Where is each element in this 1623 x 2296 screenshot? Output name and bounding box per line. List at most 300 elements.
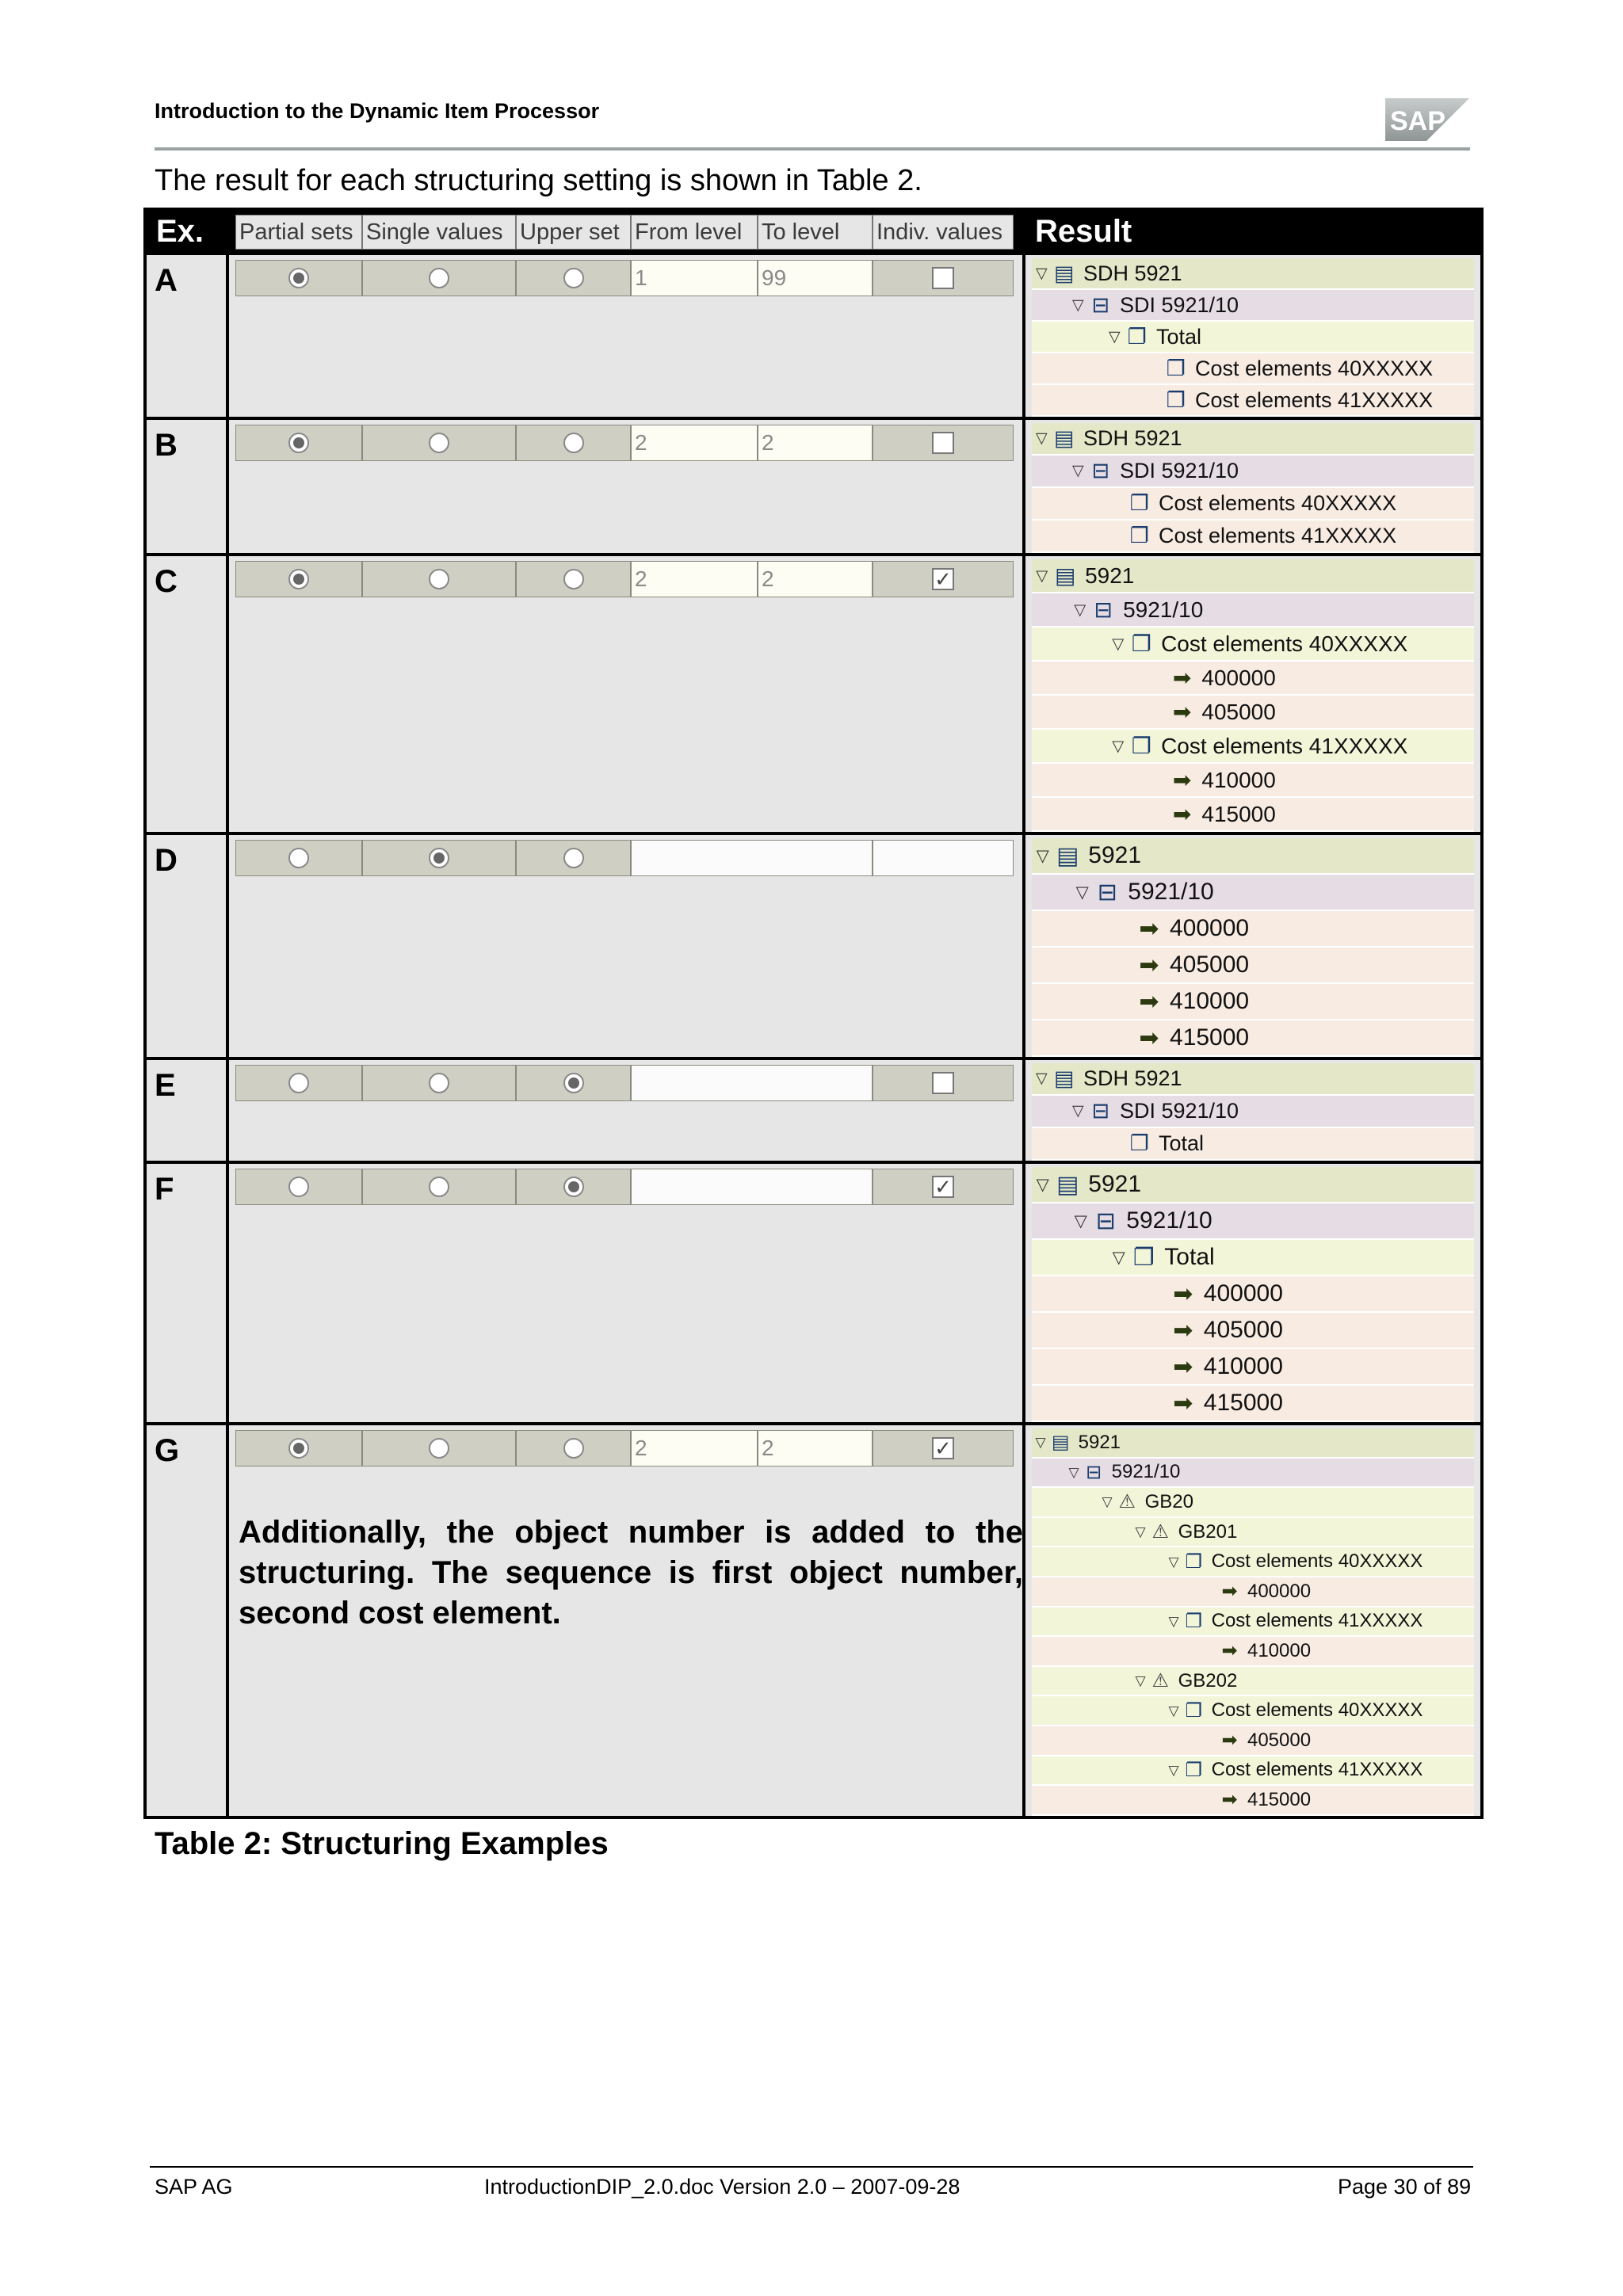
warning-icon: ⚠ xyxy=(1118,1491,1136,1513)
from-level-field[interactable]: 1 xyxy=(631,260,758,296)
tree-node[interactable] xyxy=(1032,1167,1474,1203)
column-header: From level xyxy=(631,215,758,250)
tree-node-label: 5921/10 xyxy=(1128,879,1214,905)
tree-node-label: Cost elements 41XXXXX xyxy=(1158,524,1397,547)
tree-node-label: 5921/10 xyxy=(1126,1207,1212,1234)
expand-toggle[interactable]: ▽ xyxy=(1036,1070,1048,1087)
folder-icon: ▤ xyxy=(1054,426,1075,450)
tree-node-label: GB202 xyxy=(1178,1669,1238,1691)
from-level-field[interactable]: 2 xyxy=(631,561,758,597)
row-note: Additionally, the object number is added to the structuring. The sequence is first object number, second cost element. xyxy=(239,1515,1023,1630)
arrow-icon: ➡ xyxy=(1172,666,1192,690)
tree-node[interactable] xyxy=(1032,1608,1474,1638)
table-row xyxy=(145,833,1482,1058)
indiv-values-cell xyxy=(873,561,1014,597)
expand-toggle[interactable]: ▽ xyxy=(1112,737,1125,755)
tree-node-label: 415000 xyxy=(1201,801,1276,826)
radio-upper[interactable] xyxy=(563,1177,584,1197)
tree-node[interactable] xyxy=(1032,1203,1474,1240)
tree-node-label: Cost elements 40XXXXX xyxy=(1211,1699,1423,1722)
tree-node[interactable] xyxy=(1032,488,1474,521)
tree-node[interactable] xyxy=(1032,322,1474,353)
expand-toggle[interactable]: ▽ xyxy=(1135,1673,1146,1689)
tree-node-label: 410000 xyxy=(1203,1353,1283,1379)
radio-dot xyxy=(433,852,445,864)
tree-node[interactable] xyxy=(1032,764,1474,798)
radio-single[interactable] xyxy=(429,1177,449,1197)
radio-partial[interactable] xyxy=(288,268,309,288)
folder-icon: ▤ xyxy=(1055,563,1076,588)
subfolder-icon: ⊟ xyxy=(1086,1461,1102,1483)
subfolder-icon: ⊟ xyxy=(1094,597,1113,622)
arrow-icon: ➡ xyxy=(1221,1640,1238,1662)
folder-icon: ▤ xyxy=(1054,1066,1075,1090)
header-title: Introduction to the Dynamic Item Processor xyxy=(155,99,600,123)
tree-node-label: 400000 xyxy=(1170,915,1250,941)
arrow-icon: ➡ xyxy=(1139,952,1159,978)
expand-toggle[interactable]: ▽ xyxy=(1074,1211,1087,1230)
tree-node[interactable] xyxy=(1032,423,1474,456)
tree-node-label: 5921/10 xyxy=(1123,597,1204,622)
settings-row xyxy=(235,1430,1022,1466)
footer-doc: IntroductionDIP_2.0.doc Version 2.0 – 2007-09-28 xyxy=(484,2175,960,2199)
settings-cell xyxy=(227,1424,1024,1817)
radio-dot xyxy=(568,1077,579,1089)
expand-toggle[interactable]: ▽ xyxy=(1109,328,1121,345)
radio-single[interactable] xyxy=(429,1438,449,1459)
radio-upper[interactable] xyxy=(563,569,584,589)
tree-node-label: 415000 xyxy=(1170,1024,1250,1051)
indiv-values-checkbox[interactable] xyxy=(932,432,954,454)
radio-single[interactable] xyxy=(429,569,449,589)
radio-cell xyxy=(362,1169,516,1205)
radio-cell xyxy=(516,1430,631,1466)
radio-dot xyxy=(293,437,304,448)
tree-node-label: 400000 xyxy=(1201,665,1276,690)
folder-icon: ▤ xyxy=(1054,261,1075,285)
result-tree xyxy=(1032,423,1474,553)
expand-toggle[interactable]: ▽ xyxy=(1075,883,1089,902)
tree-node[interactable] xyxy=(1032,1386,1474,1422)
tree-node[interactable] xyxy=(1032,1240,1474,1276)
header-ex: Ex. xyxy=(145,209,227,254)
to-level-field[interactable]: 2 xyxy=(758,561,873,597)
tree-node-label: 405000 xyxy=(1170,952,1250,978)
radio-cell xyxy=(235,561,362,597)
subfolder-icon: ⊟ xyxy=(1091,292,1110,317)
to-level-field[interactable]: 2 xyxy=(758,425,873,461)
result-cell xyxy=(1024,555,1482,833)
tree-node-label: 5921 xyxy=(1088,842,1142,868)
group-icon: ❐ xyxy=(1127,324,1147,349)
tree-node[interactable] xyxy=(1032,456,1474,488)
tree-node-label: 415000 xyxy=(1247,1788,1312,1810)
sap-logo xyxy=(1385,98,1469,141)
tree-node-label: 410000 xyxy=(1247,1639,1312,1661)
level-fields-blank xyxy=(631,1169,873,1205)
settings-row xyxy=(235,840,1022,876)
warning-icon: ⚠ xyxy=(1151,1670,1169,1692)
tree-node[interactable] xyxy=(1032,1428,1474,1459)
tree-node[interactable] xyxy=(1032,290,1474,322)
level-fields-blank xyxy=(631,1065,873,1101)
expand-toggle[interactable]: ▽ xyxy=(1102,1494,1113,1510)
example-cell xyxy=(145,555,227,833)
warning-icon: ⚠ xyxy=(1151,1521,1169,1543)
tree-node-label: Cost elements 41XXXXX xyxy=(1161,733,1408,758)
radio-partial[interactable] xyxy=(288,848,309,868)
tree-node-label: 400000 xyxy=(1247,1580,1312,1602)
radio-single[interactable] xyxy=(429,433,449,453)
indiv-values-checkbox[interactable]: ✓ xyxy=(932,1437,954,1459)
tree-node[interactable] xyxy=(1032,1488,1474,1518)
settings-row xyxy=(235,1065,1022,1101)
expand-toggle[interactable]: ▽ xyxy=(1168,1554,1179,1569)
settings-cell xyxy=(227,418,1024,555)
tree-node-label: SDH 5921 xyxy=(1083,1066,1182,1090)
indiv-values-cell xyxy=(873,1169,1014,1205)
footer-company: SAP AG xyxy=(155,2175,233,2199)
radio-single[interactable] xyxy=(429,268,449,288)
arrow-icon: ➡ xyxy=(1139,988,1159,1015)
radio-cell xyxy=(362,1430,516,1466)
folder-icon: ▤ xyxy=(1056,1171,1079,1198)
result-tree xyxy=(1032,1428,1474,1816)
tree-node[interactable] xyxy=(1032,1786,1474,1816)
expand-toggle[interactable]: ▽ xyxy=(1068,1464,1079,1480)
example-cell xyxy=(145,254,227,418)
tree-node-label: Total xyxy=(1164,1244,1215,1270)
radio-cell xyxy=(362,561,516,597)
group-icon: ❐ xyxy=(1132,1244,1155,1271)
radio-cell xyxy=(235,260,362,296)
expand-toggle[interactable]: ▽ xyxy=(1074,601,1086,619)
settings-row xyxy=(235,425,1022,461)
tree-node-label: Cost elements 40XXXXX xyxy=(1158,491,1397,515)
group-icon: ❐ xyxy=(1129,491,1149,515)
tree-node-label: Cost elements 40XXXXX xyxy=(1194,356,1434,380)
tree-node[interactable] xyxy=(1032,353,1474,385)
indiv-values-cell xyxy=(873,1430,1014,1466)
indiv-values-cell xyxy=(873,1065,1014,1101)
tree-node[interactable] xyxy=(1032,1459,1474,1489)
radio-upper[interactable] xyxy=(563,1438,584,1459)
header-rule xyxy=(155,147,1470,151)
expand-toggle[interactable]: ▽ xyxy=(1168,1703,1179,1718)
tree-node[interactable] xyxy=(1032,911,1474,948)
table-row xyxy=(145,1424,1482,1817)
tree-node[interactable] xyxy=(1032,258,1474,290)
radio-cell xyxy=(362,260,516,296)
arrow-icon: ➡ xyxy=(1139,915,1159,942)
subfolder-icon: ⊟ xyxy=(1097,879,1117,906)
example-letter: E xyxy=(155,1068,176,1103)
table-row xyxy=(145,555,1482,833)
tree-node-label: 405000 xyxy=(1247,1729,1312,1751)
footer-page: Page 30 of 89 xyxy=(1338,2175,1472,2199)
header-result: Result xyxy=(1024,209,1482,254)
expand-toggle[interactable]: ▽ xyxy=(1168,1762,1179,1778)
tree-node-label: SDI 5921/10 xyxy=(1119,459,1239,482)
group-icon: ❐ xyxy=(1131,631,1151,656)
indiv-values-cell xyxy=(873,425,1014,461)
table-caption: Table 2: Structuring Examples xyxy=(155,1826,609,1861)
tree-node-label: 405000 xyxy=(1201,699,1276,724)
from-level-field[interactable]: 2 xyxy=(631,1430,758,1466)
tree-node[interactable] xyxy=(1032,875,1474,911)
arrow-icon: ➡ xyxy=(1221,1730,1238,1752)
example-cell xyxy=(145,1424,227,1817)
subfolder-icon: ⊟ xyxy=(1091,1099,1110,1123)
structuring-table xyxy=(143,208,1484,1819)
tree-node-label: Total xyxy=(1155,324,1201,349)
table-header-row xyxy=(145,209,1482,254)
group-icon: ❐ xyxy=(1185,1610,1202,1632)
to-level-field[interactable]: 2 xyxy=(758,1430,873,1466)
tree-node-label: GB20 xyxy=(1144,1490,1193,1512)
radio-partial[interactable] xyxy=(288,1438,309,1459)
column-header: To level xyxy=(758,215,873,250)
radio-cell xyxy=(516,425,631,461)
expand-toggle[interactable]: ▽ xyxy=(1168,1613,1179,1629)
indiv-values-checkbox[interactable] xyxy=(932,267,954,289)
example-letter: A xyxy=(155,263,178,298)
tree-node[interactable] xyxy=(1032,1096,1474,1128)
arrow-icon: ➡ xyxy=(1172,802,1192,826)
tree-node[interactable] xyxy=(1032,948,1474,984)
tree-node[interactable] xyxy=(1032,521,1474,553)
tree-node[interactable] xyxy=(1032,1696,1474,1726)
tree-node-label: 400000 xyxy=(1203,1280,1283,1306)
tree-node-label: 405000 xyxy=(1203,1317,1283,1343)
settings-row xyxy=(235,260,1022,296)
subfolder-icon: ⊟ xyxy=(1091,459,1110,482)
settings-cell xyxy=(227,555,1024,833)
example-cell xyxy=(145,1162,227,1424)
arrow-icon: ➡ xyxy=(1221,1789,1238,1811)
tree-node-label: 410000 xyxy=(1201,767,1276,792)
indiv-values-cell xyxy=(873,260,1014,296)
tree-node[interactable] xyxy=(1032,1577,1474,1608)
column-header: Upper set xyxy=(516,215,631,250)
result-tree xyxy=(1032,838,1474,1057)
radio-partial[interactable] xyxy=(288,1177,309,1197)
result-cell xyxy=(1024,254,1482,418)
example-cell xyxy=(145,1058,227,1162)
tree-node-label: SDH 5921 xyxy=(1083,261,1182,285)
tree-node-label: Cost elements 41XXXXX xyxy=(1194,387,1434,412)
tree-node[interactable] xyxy=(1032,984,1474,1020)
expand-toggle[interactable]: ▽ xyxy=(1035,1435,1046,1451)
indiv-values-checkbox[interactable]: ✓ xyxy=(932,1176,954,1198)
radio-cell xyxy=(362,425,516,461)
tree-node-label: SDH 5921 xyxy=(1083,426,1182,450)
expand-toggle[interactable]: ▽ xyxy=(1112,635,1125,653)
result-tree xyxy=(1032,1167,1474,1422)
footer-rule xyxy=(150,2166,1473,2168)
result-cell xyxy=(1024,1162,1482,1424)
tree-node[interactable] xyxy=(1032,385,1474,417)
group-icon: ❐ xyxy=(1166,356,1186,380)
expand-toggle[interactable]: ▽ xyxy=(1036,1175,1049,1194)
group-icon: ❐ xyxy=(1185,1550,1202,1573)
expand-toggle[interactable]: ▽ xyxy=(1112,1248,1125,1267)
intro-text: The result for each structuring setting is shown in Table 2. xyxy=(155,164,922,197)
radio-partial[interactable] xyxy=(288,433,309,453)
tree-node-label: Cost elements 40XXXXX xyxy=(1161,631,1408,656)
result-cell xyxy=(1024,1424,1482,1817)
tree-node[interactable] xyxy=(1032,1128,1474,1161)
example-letter: D xyxy=(155,843,178,878)
radio-upper[interactable] xyxy=(563,1073,584,1093)
radio-cell xyxy=(235,425,362,461)
expand-toggle[interactable]: ▽ xyxy=(1036,430,1048,447)
expand-toggle[interactable]: ▽ xyxy=(1036,265,1048,282)
arrow-icon: ➡ xyxy=(1173,1317,1193,1344)
tree-node[interactable] xyxy=(1032,1667,1474,1697)
result-cell xyxy=(1024,1058,1482,1162)
arrow-icon: ➡ xyxy=(1221,1581,1238,1603)
to-level-field[interactable]: 99 xyxy=(758,260,873,296)
arrow-icon: ➡ xyxy=(1173,1353,1193,1380)
level-fields-blank xyxy=(631,840,873,876)
tree-node-label: Cost elements 41XXXXX xyxy=(1211,1759,1423,1781)
tree-node[interactable] xyxy=(1032,559,1474,593)
result-tree xyxy=(1032,559,1474,832)
sap-logo-text: SAP xyxy=(1390,106,1445,136)
arrow-icon: ➡ xyxy=(1172,768,1192,792)
table-row xyxy=(145,1162,1482,1424)
indiv-values-checkbox[interactable]: ✓ xyxy=(932,568,954,590)
expand-toggle[interactable]: ▽ xyxy=(1072,296,1084,314)
tree-node[interactable] xyxy=(1032,798,1474,832)
table-row xyxy=(145,418,1482,555)
tree-node[interactable] xyxy=(1032,1726,1474,1756)
tree-node[interactable] xyxy=(1032,838,1474,875)
settings-cell xyxy=(227,1162,1024,1424)
radio-cell xyxy=(516,840,631,876)
radio-dot xyxy=(293,574,304,585)
radio-cell xyxy=(516,1169,631,1205)
tree-node-label: 5921 xyxy=(1078,1431,1121,1453)
tree-node[interactable] xyxy=(1032,1313,1474,1349)
result-tree xyxy=(1032,258,1474,417)
tree-node[interactable] xyxy=(1032,1547,1474,1577)
radio-cell xyxy=(362,840,516,876)
indiv-values-blank xyxy=(873,840,1014,876)
settings-cell xyxy=(227,254,1024,418)
radio-partial[interactable] xyxy=(288,1073,309,1093)
folder-icon: ▤ xyxy=(1051,1432,1070,1454)
example-letter: B xyxy=(155,428,178,463)
radio-upper[interactable] xyxy=(563,268,584,288)
tree-node[interactable] xyxy=(1032,593,1474,627)
result-cell xyxy=(1024,418,1482,555)
example-letter: F xyxy=(155,1172,174,1207)
tree-node[interactable] xyxy=(1032,696,1474,730)
column-header: Partial sets xyxy=(235,215,362,250)
tree-node[interactable] xyxy=(1032,730,1474,764)
tree-node-label: 5921 xyxy=(1088,1171,1142,1197)
table-row xyxy=(145,254,1482,418)
result-tree xyxy=(1032,1063,1474,1161)
radio-dot xyxy=(293,273,304,284)
expand-toggle[interactable]: ▽ xyxy=(1135,1524,1146,1540)
example-letter: G xyxy=(155,1433,180,1468)
radio-single[interactable] xyxy=(429,848,449,868)
radio-cell xyxy=(516,260,631,296)
radio-upper[interactable] xyxy=(563,848,584,868)
settings-row xyxy=(235,1169,1022,1205)
arrow-icon: ➡ xyxy=(1173,1390,1193,1417)
result-cell xyxy=(1024,833,1482,1058)
group-icon: ❐ xyxy=(1185,1759,1202,1781)
radio-cell xyxy=(516,1065,631,1101)
radio-cell xyxy=(362,1065,516,1101)
arrow-icon: ➡ xyxy=(1173,1280,1193,1307)
column-headers xyxy=(235,215,1022,250)
indiv-values-checkbox[interactable] xyxy=(932,1072,954,1094)
tree-node[interactable] xyxy=(1032,1349,1474,1386)
table-row xyxy=(145,1058,1482,1162)
tree-node-label: 5921/10 xyxy=(1111,1461,1181,1483)
expand-toggle[interactable]: ▽ xyxy=(1072,463,1084,479)
tree-node[interactable] xyxy=(1032,1276,1474,1313)
example-cell xyxy=(145,833,227,1058)
radio-single[interactable] xyxy=(429,1073,449,1093)
tree-node[interactable] xyxy=(1032,1756,1474,1787)
radio-dot xyxy=(568,1181,579,1192)
tree-node[interactable] xyxy=(1032,1637,1474,1667)
tree-node[interactable] xyxy=(1032,662,1474,696)
group-icon: ❐ xyxy=(1129,1131,1149,1155)
tree-node[interactable] xyxy=(1032,1063,1474,1096)
arrow-icon: ➡ xyxy=(1139,1024,1159,1051)
tree-node-label: 415000 xyxy=(1203,1390,1283,1416)
example-letter: C xyxy=(155,564,178,599)
radio-cell xyxy=(235,1169,362,1205)
radio-upper[interactable] xyxy=(563,433,584,453)
tree-node-label: Total xyxy=(1158,1131,1205,1155)
tree-node[interactable] xyxy=(1032,1518,1474,1548)
settings-cell xyxy=(227,833,1024,1058)
radio-cell xyxy=(235,1065,362,1101)
expand-toggle[interactable]: ▽ xyxy=(1072,1103,1084,1119)
settings-row xyxy=(235,561,1022,597)
header-settings xyxy=(227,209,1024,254)
tree-node-label: SDI 5921/10 xyxy=(1119,1099,1239,1123)
expand-toggle[interactable]: ▽ xyxy=(1036,846,1049,865)
tree-node-label: 5921 xyxy=(1085,563,1135,588)
tree-node-label: Cost elements 41XXXXX xyxy=(1211,1610,1423,1632)
tree-node-label: GB201 xyxy=(1178,1520,1238,1543)
group-icon: ❐ xyxy=(1166,387,1186,412)
column-header: Indiv. values xyxy=(873,215,1014,250)
from-level-field[interactable]: 2 xyxy=(631,425,758,461)
expand-toggle[interactable]: ▽ xyxy=(1036,566,1048,585)
tree-node[interactable] xyxy=(1032,1020,1474,1057)
folder-icon: ▤ xyxy=(1056,842,1079,869)
tree-node[interactable] xyxy=(1032,627,1474,662)
radio-partial[interactable] xyxy=(288,569,309,589)
group-icon: ❐ xyxy=(1129,524,1149,547)
subfolder-icon: ⊟ xyxy=(1095,1207,1116,1234)
column-header: Single values xyxy=(362,215,516,250)
tree-node-label: Cost elements 40XXXXX xyxy=(1211,1550,1423,1573)
tree-node-label: SDI 5921/10 xyxy=(1119,292,1239,317)
radio-dot xyxy=(293,1443,304,1454)
tree-node-label: 410000 xyxy=(1170,988,1250,1014)
